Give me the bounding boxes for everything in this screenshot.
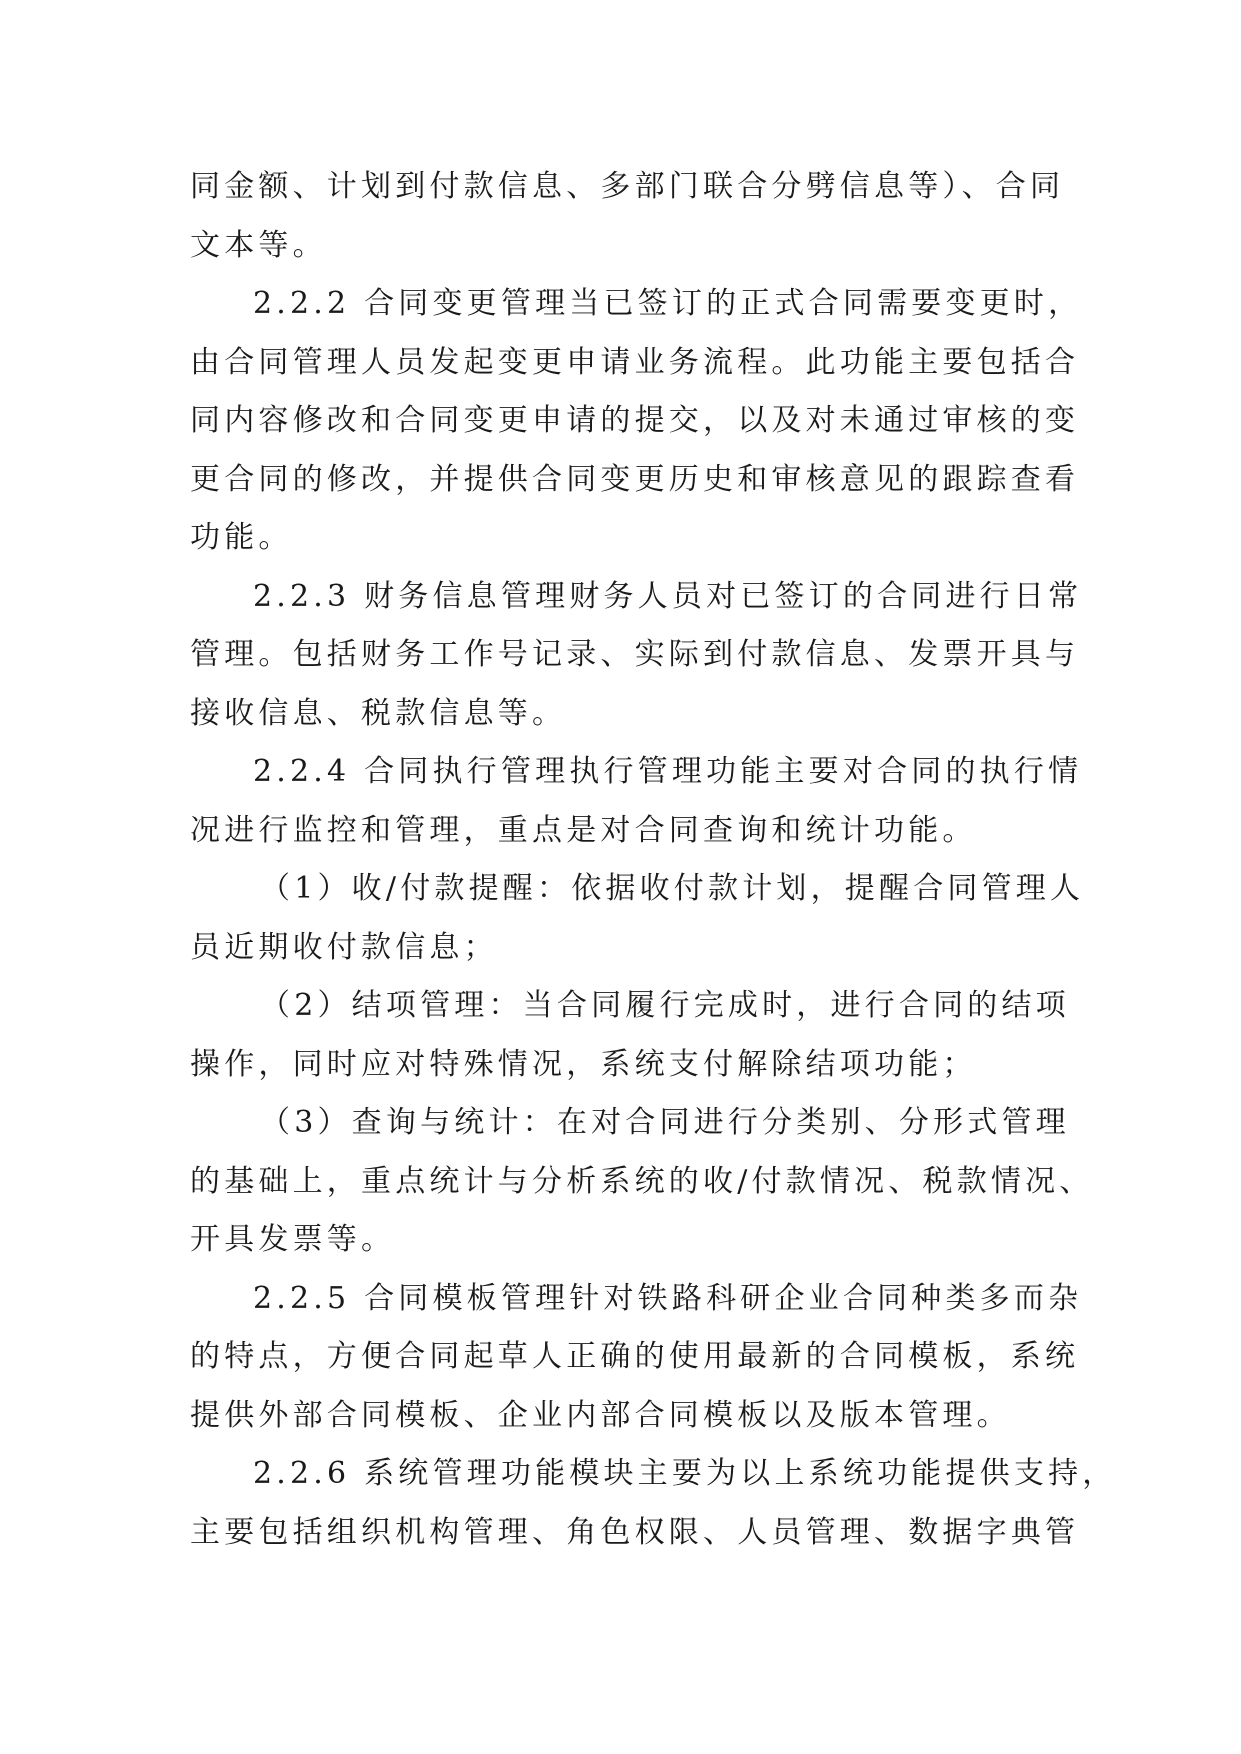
text-line: 更合同的修改，并提供合同变更历史和审核意见的跟踪查看 xyxy=(190,461,1080,497)
text-line: 况进行监控和管理，重点是对合同查询和统计功能。 xyxy=(190,812,977,848)
text-line: 主要包括组织机构管理、角色权限、人员管理、数据字典管 xyxy=(190,1514,1080,1550)
text-line: 管理。包括财务工作号记录、实际到付款信息、发票开具与 xyxy=(190,637,1080,672)
text-line: 同内容修改和合同变更申请的提交，以及对未通过审核的变 xyxy=(190,403,1080,438)
text-line: 开具发票等。 xyxy=(190,1222,396,1257)
text-line: 提供外部合同模板、企业内部合同模板以及版本管理。 xyxy=(190,1397,1011,1433)
text-line: 的基础上，重点统计与分析系统的收/付款情况、税款情况、 xyxy=(190,1163,1094,1199)
list-item-3: （3）查询与统计：在对合同进行分类别、分形式管理 xyxy=(260,1105,1070,1140)
section-heading-2-2-4: 2.2.4 合同执行管理执行管理功能主要对合同的执行情 xyxy=(253,754,1083,789)
section-heading-2-2-3: 2.2.3 财务信息管理财务人员对已签订的合同进行日常 xyxy=(253,578,1083,614)
text-line: 由合同管理人员发起变更申请业务流程。此功能主要包括合 xyxy=(190,344,1080,380)
text-line: 接收信息、税款信息等。 xyxy=(190,695,567,731)
section-heading-2-2-6: 2.2.6 系统管理功能模块主要为以上系统功能提供支持， xyxy=(253,1456,1117,1491)
text-line: 操作，同时应对特殊情况，系统支付解除结项功能； xyxy=(190,1046,977,1082)
section-heading-2-2-2: 2.2.2 合同变更管理当已签订的正式合同需要变更时， xyxy=(253,286,1083,321)
text-line: 功能。 xyxy=(190,520,293,555)
text-line: 同金额、计划到付款信息、多部门联合分劈信息等）、合同 xyxy=(190,169,1065,204)
list-item-2: （2）结项管理：当合同履行完成时，进行合同的结项 xyxy=(260,988,1070,1023)
section-heading-2-2-5: 2.2.5 合同模板管理针对铁路科研企业合同种类多而杂 xyxy=(253,1280,1083,1316)
text-line: 的特点，方便合同起草人正确的使用最新的合同模板，系统 xyxy=(190,1339,1080,1374)
body-text xyxy=(190,158,1117,1562)
list-item-1: （1）收/付款提醒：依据收付款计划，提醒合同管理人 xyxy=(260,871,1085,906)
text-line: 文本等。 xyxy=(190,227,327,263)
text-line: 员近期收付款信息； xyxy=(190,929,498,965)
